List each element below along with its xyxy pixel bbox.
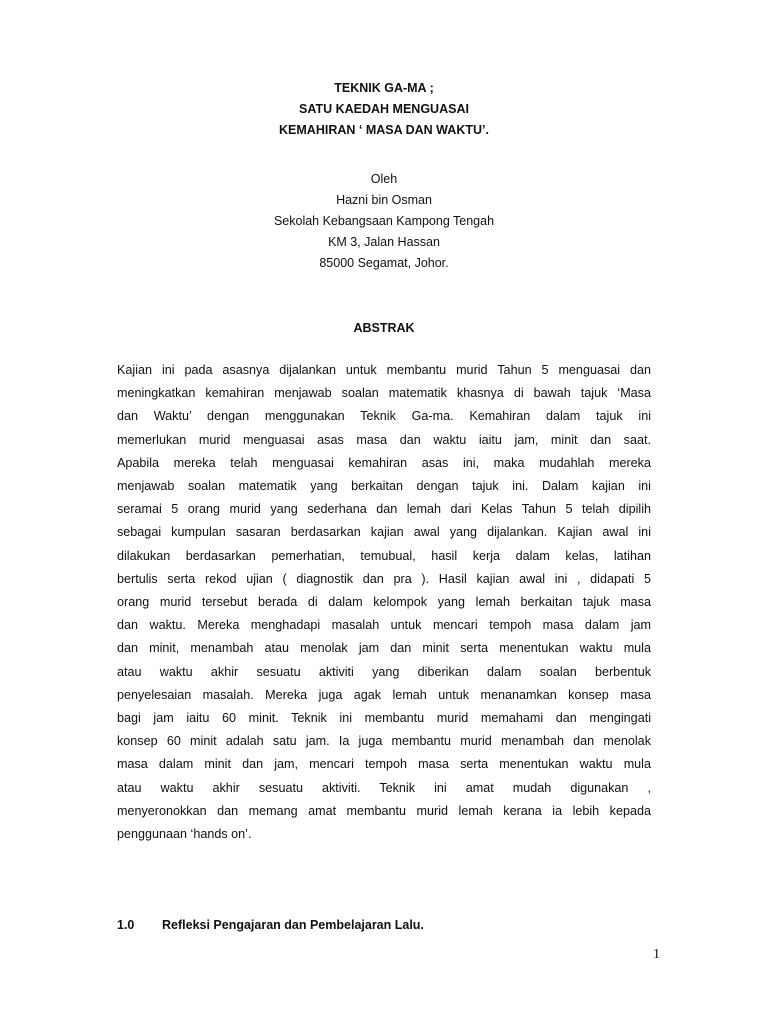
abstract-line: seramai 5 orang murid yang sederhana dan lemah dari Kelas Tahun 5 telah dipilih <box>117 502 651 517</box>
author-info <box>0 169 768 274</box>
section-title: Refleksi Pengajaran dan Pembelajaran Lalu. <box>162 918 424 932</box>
document-title <box>0 78 768 141</box>
abstract-line: masa dalam minit dan jam, mencari tempoh masa serta menentukan waktu mula <box>117 757 651 772</box>
section-heading <box>117 915 424 935</box>
abstract-line: menjawab soalan matematik yang berkaitan dengan tajuk ini. Dalam kajian ini <box>117 479 651 494</box>
abstract-line: dan Waktu’ dengan menggunakan Teknik Ga-ma. Kemahiran dalam tajuk ini <box>117 409 651 424</box>
abstract-line: atau waktu akhir sesuatu aktiviti. Teknik ini amat mudah digunakan , <box>117 780 651 795</box>
abstract-line: meningkatkan kemahiran menjawab soalan matematik khasnya di bawah tajuk ‘Masa <box>117 386 651 401</box>
author-address-street: KM 3, Jalan Hassan <box>328 235 440 249</box>
title-line-2: SATU KAEDAH MENGUASAI <box>299 102 469 116</box>
abstract-line: penyelesaian masalah. Mereka juga agak lemah untuk menanamkan konsep masa <box>117 687 651 702</box>
abstract-heading: ABSTRAK <box>353 321 415 335</box>
abstract-line: orang murid tersebut berada di dalam kelompok yang lemah berkaitan tajuk masa <box>117 595 651 610</box>
abstract-line: Apabila mereka telah menguasai kemahiran asas ini, maka mudahlah mereka <box>117 455 651 470</box>
title-line-3: KEMAHIRAN ‘ MASA DAN WAKTU’. <box>279 123 489 137</box>
author-school: Sekolah Kebangsaan Kampong Tengah <box>273 214 495 228</box>
abstract-line: atau waktu akhir sesuatu aktiviti yang diberikan dalam soalan berbentuk <box>117 664 651 679</box>
author-name: Hazni bin Osman <box>336 193 432 207</box>
abstract-line: penggunaan ‘hands on’. <box>117 827 252 842</box>
page-number: 1 <box>653 947 660 962</box>
abstract-line: dan minit, menambah atau menolak jam dan minit serta menentukan waktu mula <box>117 641 651 656</box>
title-line-1: TEKNIK GA-MA ; <box>334 81 434 95</box>
abstract-line: sebagai kumpulan sasaran berdasarkan kajian awal yang dijalankan. Kajian awal ini <box>117 525 651 540</box>
abstract-line: dilakukan berdasarkan pemerhatian, temubual, hasil kerja dalam kelas, latihan <box>117 548 651 563</box>
abstract-line: menyeronokkan dan memang amat membantu murid lemah kerana ia lebih kepada <box>117 803 651 818</box>
abstract-line: memerlukan murid menguasai asas masa dan waktu iaitu jam, minit dan saat. <box>117 432 651 447</box>
author-address-city: 85000 Segamat, Johor. <box>319 256 449 270</box>
abstract-line: dan waktu. Mereka menghadapi masalah untuk mencari tempoh masa dalam jam <box>117 618 651 633</box>
abstract-line: bagi jam iaitu 60 minit. Teknik ini membantu murid memahami dan mengingati <box>117 711 651 726</box>
abstract-body <box>117 359 651 846</box>
author-by-label: Oleh <box>370 172 398 186</box>
section-number: 1.0 <box>117 918 135 932</box>
abstract-line: konsep 60 minit adalah satu jam. Ia juga membantu murid menambah dan menolak <box>117 734 651 749</box>
abstract-line: bertulis serta rekod ujian ( diagnostik dan pra ). Hasil kajian awal ini , didapati 5 <box>117 571 651 586</box>
abstract-line: Kajian ini pada asasnya dijalankan untuk membantu murid Tahun 5 menguasai dan <box>117 363 651 377</box>
